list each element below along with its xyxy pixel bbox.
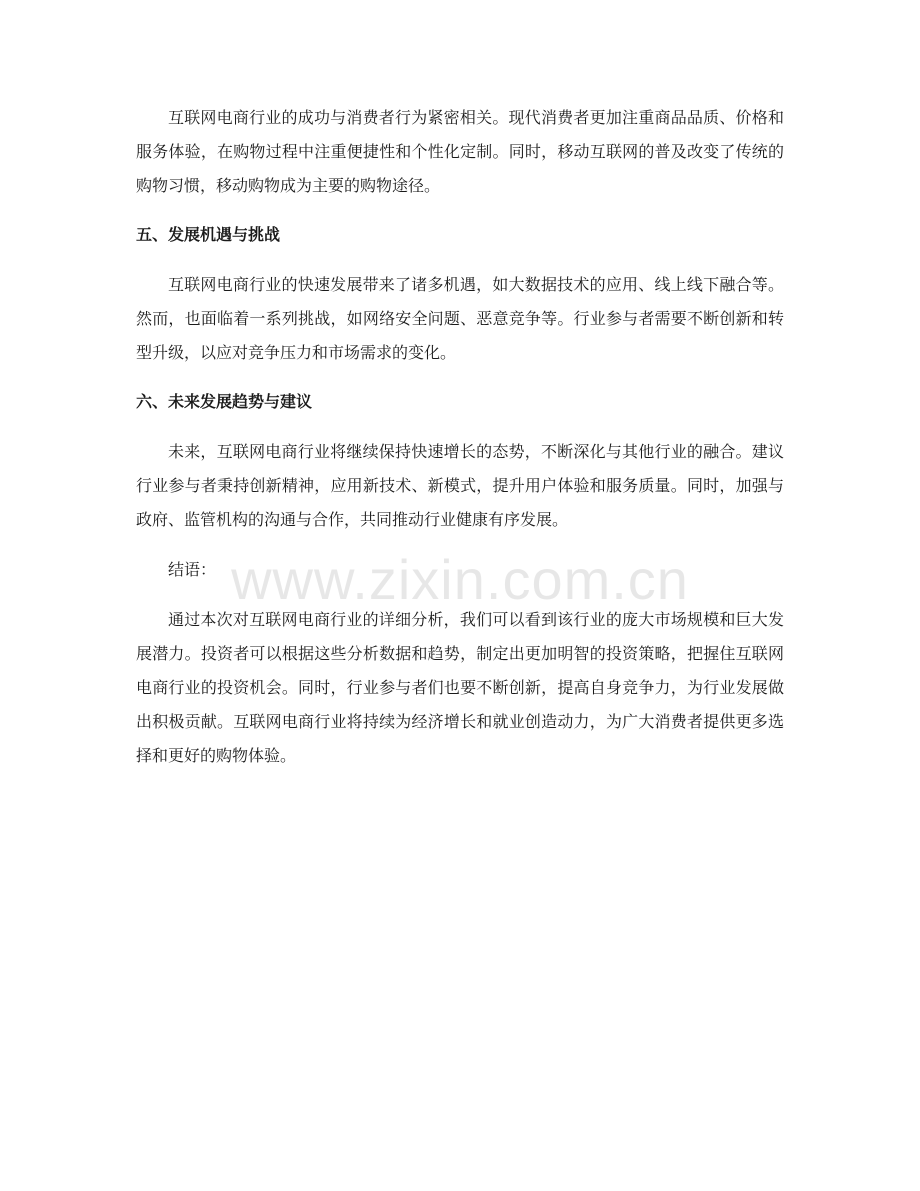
section-heading-future-trends: 六、未来发展趋势与建议 [136,392,313,411]
section-heading-opportunities: 五、发展机遇与挑战 [136,225,281,244]
paragraph-conclusion: 通过本次对互联网电商行业的详细分析，我们可以看到该行业的庞大市场规模和巨大发展潜力。投资者可以根据这些分析数据和趋势，制定出更加明智的投资策略，把握住互联网电商行业的投资机会。同时，行业参与者们也要不断创新，提高自身竞争力，为行业发展做出积极贡献。互联网电商行业将持续为经济增长和就业创造动力，为广大消费者提供更多选择和更好的购物体验。 [136,610,784,765]
paragraph-opportunities: 互联网电商行业的快速发展带来了诸多机遇，如大数据技术的应用、线上线下融合等。然而，也面临着一系列挑战，如网络安全问题、恶意竞争等。行业参与者需要不断创新和转型升级，以应对竞争压力和市场需求的变化。 [136,275,784,362]
watermark-text: www.zixin.com.cn [231,548,689,611]
paragraph-consumer-behavior: 互联网电商行业的成功与消费者行为紧密相关。现代消费者更加注重商品品质、价格和服务体验，在购物过程中注重便捷性和个性化定制。同时，移动互联网的普及改变了传统的购物习惯，移动购物成为主要的购物途径。 [136,108,784,195]
conclusion-label: 结语： [168,560,217,579]
document-body [136,101,784,773]
paragraph-future-trends: 未来，互联网电商行业将继续保持快速增长的态势，不断深化与其他行业的融合。建议行业参与者秉持创新精神，应用新技术、新模式，提升用户体验和服务质量。同时，加强与政府、监管机构的沟通与合作，共同推动行业健康有序发展。 [136,442,784,529]
